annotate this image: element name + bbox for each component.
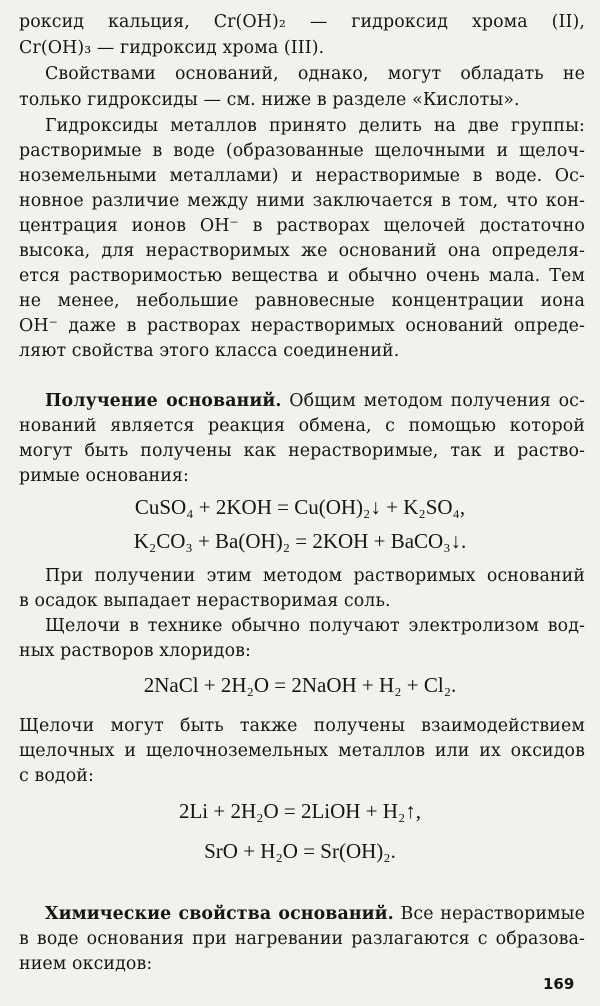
section-heading-chemical: Химические свойства оснований. Все нерастворимые [45, 904, 585, 924]
text-line: могут быть получены как нерастворимые, так и раство- [19, 441, 585, 461]
text-line: Щелочи в технике обычно получают электролизом вод- [45, 616, 585, 636]
text-line: нием оксидов: [19, 954, 153, 974]
text-line: Щелочи могут быть также получены взаимодействием [19, 716, 585, 736]
text-line: только гидроксиды — см. ниже в разделе «Кислоты». [19, 90, 520, 110]
text-line: Свойствами оснований, однако, могут обладать не [45, 64, 585, 84]
page-number: 169 [543, 975, 575, 993]
text-line: роксид кальция, Cr(OH)₂ — гидроксид хрома (II), [19, 12, 585, 32]
text-line: центрация ионов OH⁻ в растворах щелочей достаточно [19, 216, 585, 236]
text-line: в осадок выпадает нерастворимая соль. [19, 591, 391, 611]
text-line: в воде основания при нагревании разлагаются с образова- [19, 929, 585, 949]
text-line: нований является реакция обмена, с помощью которой [19, 416, 585, 436]
heading-bold: Химические свойства оснований. [45, 904, 394, 924]
text-line: ных растворов хлоридов: [19, 641, 251, 661]
equation: K₂CO₃ + Ba(OH)₂ = 2KOH + BaCO₃↓. [133, 529, 467, 553]
text-line: новное различие между ними заключается в том, что кон- [19, 191, 585, 211]
text-line: высока, для нерастворимых же оснований она определя- [19, 241, 585, 261]
equation: 2Li + 2H₂O = 2LiOH + H₂↑, [178, 799, 422, 823]
text-line: с водой: [19, 766, 94, 786]
text-line: OH⁻ даже в растворах нерастворимых оснований опреде- [19, 316, 585, 336]
text-line: римые основания: [19, 466, 189, 486]
equation: CuSO₄ + 2KOH = Cu(OH)₂↓ + K₂SO₄, [134, 495, 466, 519]
equation: SrO + H₂O = Sr(OH)₂. [204, 839, 396, 863]
text-line: ляют свойства этого класса соединений. [19, 341, 400, 361]
equation: 2NaCl + 2H₂O = 2NaOH + H₂ + Cl₂. [143, 673, 457, 697]
text-line: не менее, небольшие равновесные концентрации иона [19, 291, 585, 311]
heading-bold: Получение оснований. [45, 391, 282, 411]
text-line: При получении этим методом растворимых оснований [45, 566, 585, 586]
text-line: щелочных и щелочноземельных металлов или их оксидов [19, 741, 585, 761]
text-line: Cr(OH)₃ — гидроксид хрома (III). [19, 38, 325, 58]
text-line: ется растворимостью вещества и обычно очень мала. Тем [19, 266, 585, 286]
text-line: растворимые в воде (образованные щелочными и щелоч- [19, 141, 585, 161]
section-heading-obtaining: Получение оснований. Общим методом получения ос- [45, 391, 585, 411]
text-line: Гидроксиды металлов принято делить на две группы: [45, 116, 585, 136]
text-line: ноземельными металлами) и нерастворимые в воде. Ос- [19, 166, 585, 186]
